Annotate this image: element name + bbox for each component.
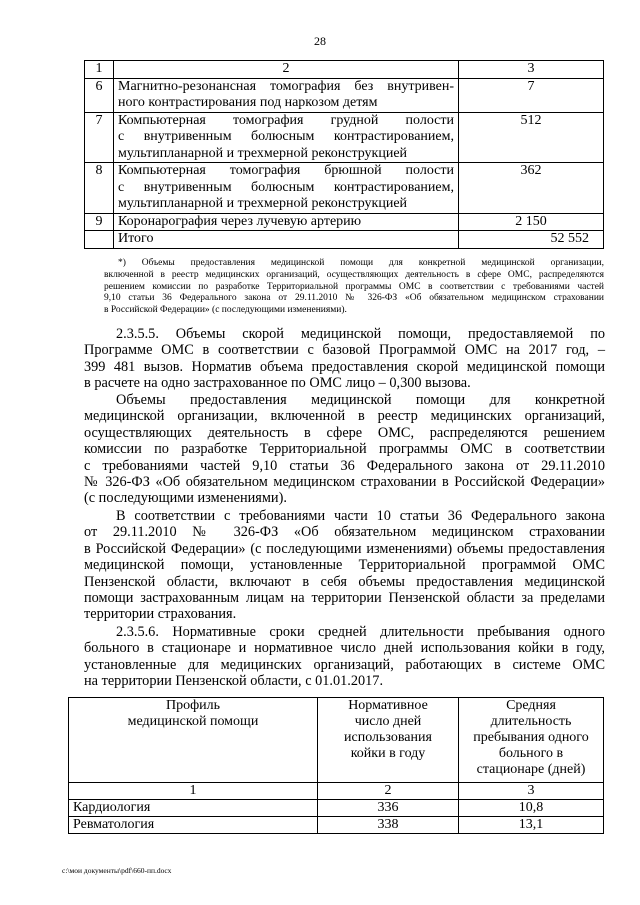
- text-line: в расчете на одно застрахованное по ОМС лицо – 0,300 вызова.: [84, 375, 471, 392]
- table-number-row: [69, 783, 604, 800]
- text-line: на территории Пензенской области, с 01.01.2017.: [84, 673, 384, 690]
- text-line: с требованиями частей 9,10 статьи 36 Федерального закона от 29.11.2010: [84, 457, 605, 474]
- row-number: [85, 231, 114, 249]
- footnote-line: решением комиссии по разработке Территориальной программы ОМС в соответствии с требованиями частей: [104, 281, 604, 292]
- paragraph-volume-distribution: [84, 392, 605, 507]
- table-total-row: [85, 231, 604, 249]
- document-file-path: c:\мои документы\pdf\660-пп.docx: [62, 866, 172, 875]
- procedure-volume: 362: [459, 163, 604, 214]
- total-value: 52 552: [459, 231, 604, 249]
- avg-stay-value: 13,1: [459, 817, 604, 834]
- column-number: 1: [69, 783, 318, 800]
- table-row: [85, 213, 604, 231]
- procedure-name: [114, 163, 459, 214]
- footnote: [104, 258, 604, 317]
- footnote-line: *) Объемы предоставления медицинской помощи для конкретной медицинской организации,: [118, 258, 604, 268]
- text-line: 2.3.5.6. Нормативные сроки средней длительности пребывания одного: [116, 624, 605, 640]
- row-number: 6: [85, 78, 114, 112]
- column-number: 3: [459, 783, 604, 800]
- table-header-row: [85, 61, 604, 79]
- procedures-volume-table: [84, 60, 604, 249]
- footnote-line: в Российской Федерации» (с последующими изменениями).: [104, 305, 347, 316]
- footnote-line: включенной в реестр медицинских организаций, осуществляющих деятельность в сфере ОМС, распределяются: [104, 269, 604, 280]
- table-row: [69, 817, 604, 834]
- text-line: Объемы предоставления медицинской помощи для конкретной: [116, 392, 605, 408]
- text-line: Пензенской области, включают в себя объемы предоставления медицинской: [84, 573, 605, 590]
- text-line: установленные для медицинских организаций, работающих в системе ОМС: [84, 656, 605, 673]
- table-header-cell: 3: [459, 61, 604, 79]
- procedure-name: Коронарография через лучевую артерию: [114, 213, 459, 231]
- bed-days-value: 338: [318, 817, 459, 834]
- procedure-name-line: мультипланарной и трехмерной реконструкцией: [118, 145, 408, 161]
- total-label: Итого: [114, 231, 459, 249]
- header-profile: Профиль медицинской помощи: [69, 698, 318, 783]
- paragraph-ambulance-volumes: [84, 326, 605, 392]
- text-line: помощи застрахованным лицам на территории Пензенской области за пределами: [84, 590, 605, 607]
- text-line: медицинской организации, включенной в реестр медицинских организаций,: [84, 408, 605, 425]
- text-line: № 326-ФЗ «Об обязательном медицинском страховании в Российской Федерации»: [84, 474, 605, 491]
- procedure-name-line: Магнитно-резонансная томография без внутривен-: [118, 78, 454, 94]
- text-line: Программе ОМС в соответствии с базовой Программой ОМС на 2017 год, –: [84, 342, 605, 359]
- page-number: 28: [314, 34, 326, 48]
- text-line: 399 481 вызов. Норматив объема предоставления скорой медицинской помощи: [84, 358, 605, 375]
- procedure-name-line: Компьютерная томография грудной полости: [118, 112, 454, 128]
- header-bed-days: Нормативное число дней использования койки в году: [318, 698, 459, 783]
- text-line: больного в стационаре и нормативное число дней использования койки в году,: [84, 640, 605, 657]
- table-row: [85, 163, 604, 214]
- table-row: [85, 78, 604, 112]
- text-line: осуществляющих деятельность в сфере ОМС, распределяются решением: [84, 424, 605, 441]
- row-number: 8: [85, 163, 114, 214]
- column-number: 2: [318, 783, 459, 800]
- procedure-volume: 512: [459, 112, 604, 163]
- text-line: в Российской Федерации» (с последующими изменениями) объемы предоставления: [84, 540, 605, 557]
- row-number: 7: [85, 112, 114, 163]
- paragraph-hospital-stay-norms: [84, 624, 605, 690]
- profile-name: Ревматология: [69, 817, 318, 834]
- paragraph-out-of-territory: [84, 508, 605, 623]
- procedure-name-line: мультипланарной и трехмерной реконструкцией: [118, 196, 408, 211]
- table-row: [69, 800, 604, 817]
- procedure-name-line: ного контрастирования под наркозом детям: [118, 95, 378, 110]
- avg-stay-value: 10,8: [459, 800, 604, 817]
- footnote-line: 9,10 статьи 36 Федерального закона от 29.11.2010 № 326-ФЗ «Об обязательном медицинском страховании: [104, 293, 604, 304]
- text-line: медицинской помощи, установленные Территориальной программой ОМС: [84, 557, 605, 574]
- header-avg-stay: Средняя длительность пребывания одного больного в стационаре (дней): [459, 698, 604, 783]
- text-line: от 29.11.2010 № 326-ФЗ «Об обязательном медицинском страховании: [84, 524, 605, 541]
- row-number: 9: [85, 213, 114, 231]
- text-line: (с последующими изменениями).: [84, 490, 287, 507]
- table-header-cell: 1: [85, 61, 114, 79]
- procedure-volume: 2 150: [459, 213, 604, 231]
- procedure-name: [114, 112, 459, 163]
- procedure-volume: 7: [459, 78, 604, 112]
- table-header-cell: 2: [114, 61, 459, 79]
- procedure-name-line: Компьютерная томография брюшной полости: [118, 163, 454, 178]
- bed-days-value: 336: [318, 800, 459, 817]
- table-row: [85, 112, 604, 163]
- hospital-stay-table: [68, 697, 604, 834]
- procedure-name-line: с внутривенным болюсным контрастированием,: [118, 179, 454, 195]
- text-line: территории страхования.: [84, 606, 237, 623]
- text-line: В соответствии с требованиями части 10 статьи 36 Федерального закона: [116, 508, 605, 524]
- text-line: 2.3.5.5. Объемы скорой медицинской помощи, предоставляемой по: [116, 326, 605, 342]
- text-line: комиссии по разработке Территориальной программы ОМС в соответствии: [84, 441, 605, 458]
- procedure-name: [114, 78, 459, 112]
- table-header-row: [69, 698, 604, 783]
- procedure-name-line: с внутривенным болюсным контрастированием,: [118, 129, 454, 144]
- profile-name: Кардиология: [69, 800, 318, 817]
